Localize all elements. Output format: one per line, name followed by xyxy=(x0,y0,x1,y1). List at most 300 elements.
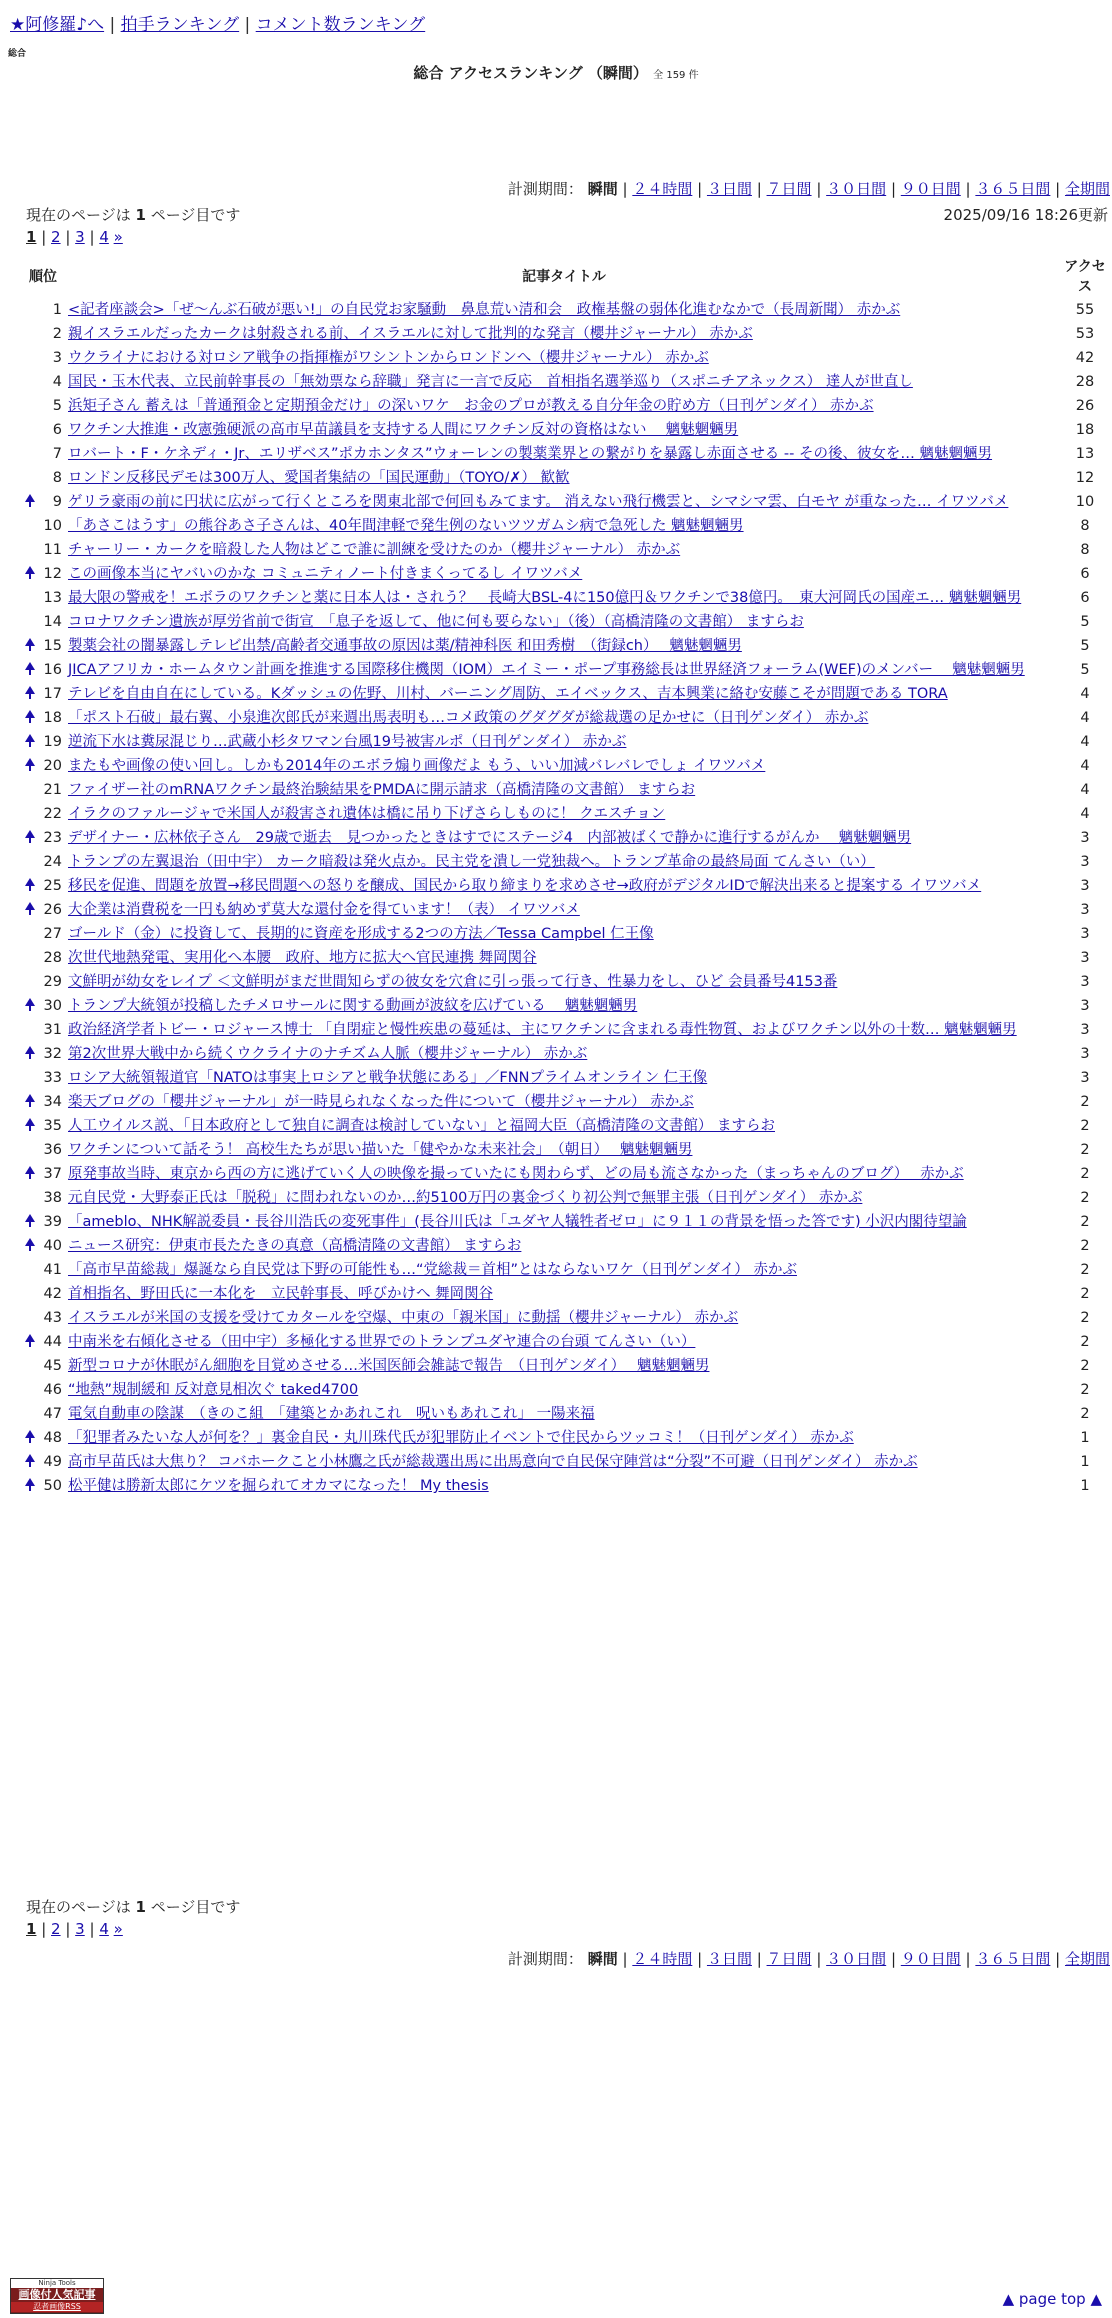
table-row xyxy=(20,322,1108,346)
rank-up-arrow-icon xyxy=(25,1478,35,1486)
access-count: 2 xyxy=(1080,1238,1090,1254)
article-title-link[interactable]: 文鮮明が幼女をレイプ ＜文鮮明がまだ世間知らずの彼女を穴倉に引っ張って行き、性暴力をし、ひど 会員番号4153番 xyxy=(68,974,838,990)
article-title-link[interactable]: 製薬会社の闇暴露しテレビ出禁/高齢者交通事故の原因は薬/精神科医 和田秀樹 （街録ch） 魑魅魍魎男 xyxy=(68,638,742,654)
article-title-link[interactable]: ゲリラ豪雨の前に円状に広がって行くところを関東北部で何回もみてます。 消えない飛行機雲と、シマシマ雲、白モヤ が重なった… イワツバメ xyxy=(68,494,1009,510)
article-title-cell xyxy=(66,850,1062,874)
article-title-link[interactable]: ファイザー社のmRNAワクチン最終治験結果をPMDAに開示請求（高橋清隆の文書館） ますらお xyxy=(68,782,696,798)
rank-change-cell xyxy=(20,970,40,994)
article-title-link[interactable]: またもや画像の使い回し。しかも2014年のエボラ煽り画像だよ もう、いい加減バレバレでしょ イワツバメ xyxy=(68,758,766,774)
rank-change-cell xyxy=(20,538,40,562)
rank-up-arrow-icon xyxy=(25,638,35,646)
rank-number: 32 xyxy=(43,1046,62,1062)
article-title-cell xyxy=(66,610,1062,634)
rank-change-cell xyxy=(20,1378,40,1402)
total-count: 全 159 件 xyxy=(653,70,699,81)
article-title-link[interactable]: イスラエルが米国の支援を受けてカタールを空爆、中東の「親米国」に動揺（櫻井ジャーナル） 赤かぶ xyxy=(68,1310,739,1326)
ninja-badge[interactable] xyxy=(10,2278,104,2314)
rank-change-cell xyxy=(20,442,40,466)
article-title-link[interactable]: 親イスラエルだったカークは射殺される前、イスラエルに対して批判的な発言（櫻井ジャーナル） 赤かぶ xyxy=(68,326,753,342)
period-selector-bottom: 計測期間： 瞬間 | ２４時間 | ３日間 | ７日間 | ３０日間 | ９０日間 | ３６５日間 | 全期間 xyxy=(507,1950,1110,1968)
access-count: 4 xyxy=(1080,758,1090,774)
article-title-link[interactable]: 「犯罪者みたいな人が何を？」裏金自民・丸川珠代氏が犯罪防止イベントで住民からツッコミ！（日刊ゲンダイ） 赤かぶ xyxy=(68,1430,854,1446)
table-row xyxy=(20,562,1108,586)
access-count: 4 xyxy=(1080,686,1090,702)
rank-change-cell xyxy=(20,1426,40,1450)
rank-number: 25 xyxy=(43,878,62,894)
nav-separator: | xyxy=(244,15,251,35)
rank-up-arrow-icon xyxy=(25,662,35,670)
home-link[interactable]: ★阿修羅♪へ xyxy=(10,15,105,35)
access-count: 3 xyxy=(1080,926,1090,942)
nav-separator: | xyxy=(109,15,116,35)
rank-number: 15 xyxy=(43,638,62,654)
access-count: 2 xyxy=(1080,1358,1090,1374)
period-90d[interactable]: ９０日間 xyxy=(900,1950,961,1968)
updated-timestamp: 2025/09/16 18:26更新 xyxy=(943,206,1108,224)
rank-number: 26 xyxy=(43,902,62,918)
article-title-link[interactable]: ニュース研究：伊東市長たたきの真意（高橋清隆の文書館） ますらお xyxy=(68,1238,522,1254)
rank-number: 40 xyxy=(43,1238,62,1254)
table-row xyxy=(20,682,1108,706)
table-row xyxy=(20,802,1108,826)
article-title-cell xyxy=(66,682,1062,706)
pager-page-4[interactable]: 4 xyxy=(99,228,109,246)
rank-up-arrow-icon xyxy=(25,830,35,838)
table-row xyxy=(20,1426,1108,1450)
rank-number: 1 xyxy=(52,302,62,318)
rank-change-cell xyxy=(20,802,40,826)
rank-change-cell xyxy=(20,514,40,538)
ranking-body xyxy=(20,298,1108,1498)
article-title-cell xyxy=(66,1258,1062,1282)
rank-change-cell xyxy=(20,322,40,346)
access-count: 2 xyxy=(1080,1094,1090,1110)
rank-number: 37 xyxy=(43,1166,62,1182)
rank-change-cell xyxy=(20,898,40,922)
rank-change-cell xyxy=(20,1474,40,1498)
table-row xyxy=(20,826,1108,850)
rank-number: 14 xyxy=(43,614,62,630)
article-title-cell xyxy=(66,1306,1062,1330)
article-title-link[interactable]: “地熱”規制緩和 反対意見相次ぐ taked4700 xyxy=(68,1382,359,1398)
page-info-suffix: ページ目です xyxy=(150,206,241,224)
table-row xyxy=(20,1234,1108,1258)
article-title-link[interactable]: 大企業は消費税を一円も納めず莫大な還付金を得ています！（表） イワツバメ xyxy=(68,902,580,918)
period-90d[interactable]: ９０日間 xyxy=(900,180,961,198)
pager-page-2[interactable]: 2 xyxy=(51,1920,61,1938)
page-info-prefix: 現在のページは xyxy=(26,206,131,224)
rank-up-arrow-icon xyxy=(25,1046,35,1054)
rank-number: 47 xyxy=(43,1406,62,1422)
access-count: 8 xyxy=(1080,542,1090,558)
access-count: 2 xyxy=(1080,1142,1090,1158)
rank-change-cell xyxy=(20,1354,40,1378)
article-title-link[interactable]: イラクのファルージャで米国人が殺害され遺体は橋に吊り下げさらしものに！ クエスチョン xyxy=(68,806,666,822)
rank-change-cell xyxy=(20,946,40,970)
article-title-cell xyxy=(66,898,1062,922)
article-title-cell xyxy=(66,970,1062,994)
access-count: 3 xyxy=(1080,998,1090,1014)
period-3d[interactable]: ３日間 xyxy=(706,180,752,198)
article-title-link[interactable]: 逆流下水は糞尿混じり…武蔵小杉タワマン台風19号被害ルポ（日刊ゲンダイ） 赤かぶ xyxy=(68,734,627,750)
article-title-link[interactable]: 次世代地熱発電、実用化へ本腰 政府、地方に拡大へ官民連携 舞岡関谷 xyxy=(68,950,537,966)
article-title-cell xyxy=(66,778,1062,802)
rank-number: 38 xyxy=(43,1190,62,1206)
table-row xyxy=(20,754,1108,778)
rank-number: 9 xyxy=(52,494,62,510)
rank-change-cell xyxy=(20,874,40,898)
table-row xyxy=(20,1138,1108,1162)
article-title-link[interactable]: ロバート・F・ケネディ・Jr、エリザベス”ポカホンタス”ウォーレンの製薬業界との繋がりを暴露し赤面させる -- その後、彼女を… 魑魅魍魎男 xyxy=(68,446,993,462)
rank-number: 27 xyxy=(43,926,62,942)
article-title-cell xyxy=(66,1042,1062,1066)
table-row xyxy=(20,1306,1108,1330)
table-row xyxy=(20,370,1108,394)
title-header: 記事タイトル xyxy=(522,269,606,285)
article-title-cell xyxy=(66,706,1062,730)
access-count: 2 xyxy=(1080,1166,1090,1182)
rank-change-cell xyxy=(20,706,40,730)
access-count: 2 xyxy=(1080,1214,1090,1230)
article-title-cell xyxy=(66,1234,1062,1258)
access-count: 18 xyxy=(1075,422,1095,438)
article-title-link[interactable]: 移民を促進、問題を放置→移民問題への怒りを醸成、国民から取り締まりを求めさせ→政府がデジタルIDで解決出来ると提案する イワツバメ xyxy=(68,878,982,894)
rank-number: 3 xyxy=(52,350,62,366)
rank-up-arrow-icon xyxy=(25,1166,35,1174)
current-page-info xyxy=(26,204,240,225)
article-title-link[interactable]: 最大限の警戒を！エボラのワクチンと薬に日本人は・されう？ 長崎大BSL-4に150億円＆ワクチンで38億円。 東大河岡氏の国産エ… 魑魅魍魎男 xyxy=(68,590,1022,606)
rank-up-arrow-icon xyxy=(25,1214,35,1222)
rank-up-arrow-icon xyxy=(25,566,35,574)
rank-change-cell xyxy=(20,1450,40,1474)
article-title-link[interactable]: テレビを自由自在にしている。Kダッシュの佐野、川村、バーニング周防、エイベックス、吉本興業に絡む安藤こそが問題である TORA xyxy=(68,686,948,702)
access-count: 2 xyxy=(1080,1190,1090,1206)
article-title-cell xyxy=(66,1138,1062,1162)
rank-number: 48 xyxy=(43,1430,62,1446)
rank-number: 34 xyxy=(43,1094,62,1110)
pager-bottom: 1 | 2 | 3 | 4 » xyxy=(26,1920,123,1938)
article-title-cell xyxy=(66,1282,1062,1306)
page-top-link[interactable]: ▲ page top ▲ xyxy=(1002,2290,1102,2308)
access-count: 1 xyxy=(1080,1454,1090,1470)
rank-change-cell xyxy=(20,610,40,634)
article-title-link[interactable]: 人工ウイルス説、「日本政府として独自に調査は検討していない」と福岡大臣（高橋清隆の文書館） ますらお xyxy=(68,1118,775,1134)
period-24h[interactable]: ２４時間 xyxy=(632,1950,693,1968)
article-title-link[interactable]: 第2次世界大戦中から続くウクライナのナチズム人脈（櫻井ジャーナル） 赤かぶ xyxy=(68,1046,588,1062)
article-title-cell xyxy=(66,1426,1062,1450)
table-row xyxy=(20,1042,1108,1066)
table-row xyxy=(20,1162,1108,1186)
rank-number: 43 xyxy=(43,1310,62,1326)
access-count: 42 xyxy=(1075,350,1095,366)
article-title-link[interactable]: 「ポスト石破」最右翼、小泉進次郎氏が来週出馬表明も…コメ政策のグダグダが総裁選の足かせに（日刊ゲンダイ） 赤かぶ xyxy=(68,710,869,726)
table-row xyxy=(20,346,1108,370)
access-count: 2 xyxy=(1080,1262,1090,1278)
article-title-link[interactable]: 中南米を右傾化させる（田中宇）多極化する世界でのトランプユダヤ連合の台頭 てんさい（い） xyxy=(68,1334,696,1350)
rank-number: 23 xyxy=(43,830,62,846)
clap-ranking-link[interactable]: 拍手ランキング xyxy=(120,15,240,35)
access-count: 2 xyxy=(1080,1286,1090,1302)
article-title-cell xyxy=(66,730,1062,754)
article-title-link[interactable]: 首相指名、野田氏に一本化を 立民幹事長、呼びかけへ 舞岡関谷 xyxy=(68,1286,494,1302)
article-title-cell xyxy=(66,874,1062,898)
table-row xyxy=(20,1402,1108,1426)
article-title-link[interactable]: 政治経済学者トビー・ロジャース博士 「自閉症と慢性疾患の蔓延は、主にワクチンに含まれる毒性物質、およびワクチン以外の十数… 魑魅魍魎男 xyxy=(68,1022,1017,1038)
rank-change-cell xyxy=(20,922,40,946)
table-row xyxy=(20,874,1108,898)
article-title-cell xyxy=(66,586,1062,610)
table-row xyxy=(20,490,1108,514)
access-count: 3 xyxy=(1080,902,1090,918)
rank-up-arrow-icon xyxy=(25,710,35,718)
rank-change-cell xyxy=(20,1018,40,1042)
badge-line2: 画像付人気記事 xyxy=(18,2288,96,2301)
table-row xyxy=(20,658,1108,682)
article-title-link[interactable]: デザイナー・広林依子さん 29歳で逝去 見つかったときはすでにステージ4 内部被ばくで静かに進行するがんか 魑魅魍魎男 xyxy=(68,830,912,846)
article-title-link[interactable]: 楽天ブログの「櫻井ジャーナル」が一時見られなくなった件について（櫻井ジャーナル） 赤かぶ xyxy=(68,1094,694,1110)
article-title-link[interactable]: 高市早苗氏は大焦り？ コバホークこと小林鷹之氏が総裁選出馬に出馬意向で自民保守陣営は“分裂”不可避（日刊ゲンダイ） 赤かぶ xyxy=(68,1454,918,1470)
article-title-cell xyxy=(66,1450,1062,1474)
period-7d[interactable]: ７日間 xyxy=(766,180,812,198)
article-title-link[interactable]: トランプの左翼退治（田中宇） カーク暗殺は発火点か。民主党を潰し一党独裁へ。トランプ革命の最終局面 てんさい（い） xyxy=(68,854,875,870)
table-header xyxy=(20,254,1108,298)
rank-number: 7 xyxy=(52,446,62,462)
article-title-cell xyxy=(66,322,1062,346)
article-title-link[interactable]: ウクライナにおける対ロシア戦争の指揮権がワシントンからロンドンへ（櫻井ジャーナル） 赤かぶ xyxy=(68,350,709,366)
rank-change-cell xyxy=(20,346,40,370)
period-30d[interactable]: ３０日間 xyxy=(826,1950,887,1968)
table-row xyxy=(20,730,1108,754)
rank-number: 49 xyxy=(43,1454,62,1470)
access-count: 3 xyxy=(1080,830,1090,846)
ranking-table xyxy=(20,254,1108,1498)
access-count: 2 xyxy=(1080,1118,1090,1134)
article-title-link[interactable]: コロナワクチン遺族が厚労省前で街宣 「息子を返して、他に何も要らない」（後）（高橋清隆の文書館） ますらお xyxy=(68,614,804,630)
table-row xyxy=(20,634,1108,658)
period-7d[interactable]: ７日間 xyxy=(766,1950,812,1968)
access-count: 3 xyxy=(1080,1022,1090,1038)
article-title-link[interactable]: 浜矩子さん 蓄えは「普通預金と定期預金だけ」の深いワケ お金のプロが教える自分年金の貯め方（日刊ゲンダイ） 赤かぶ xyxy=(68,398,874,414)
article-title-cell xyxy=(66,1210,1062,1234)
rank-number: 31 xyxy=(43,1022,62,1038)
table-row xyxy=(20,1450,1108,1474)
access-count: 5 xyxy=(1080,614,1090,630)
pager-top: 1 | 2 | 3 | 4 » xyxy=(26,228,123,246)
access-count: 2 xyxy=(1080,1406,1090,1422)
rank-change-cell xyxy=(20,490,40,514)
rank-change-cell xyxy=(20,658,40,682)
rank-up-arrow-icon xyxy=(25,758,35,766)
article-title-link[interactable]: ロシア大統領報道官「NATOは事実上ロシアと戦争状態にある」／FNNプライムオンライン 仁王像 xyxy=(68,1070,708,1086)
article-title-cell xyxy=(66,562,1062,586)
rank-up-arrow-icon xyxy=(25,1454,35,1462)
article-title-link[interactable]: ワクチンについて話そう！ 高校生たちが思い描いた「健やかな未来社会」 （朝日） 魑魅魍魎男 xyxy=(68,1142,693,1158)
access-count: 6 xyxy=(1080,566,1090,582)
article-title-cell xyxy=(66,1354,1062,1378)
period-all[interactable]: 全期間 xyxy=(1064,1950,1110,1968)
pager-page-3[interactable]: 3 xyxy=(75,228,85,246)
rank-number: 10 xyxy=(43,518,62,534)
pager-page-4[interactable]: 4 xyxy=(99,1920,109,1938)
table-row xyxy=(20,394,1108,418)
article-title-link[interactable]: 新型コロナが休眠がん細胞を目覚めさせる…米国医師会雑誌で報告 （日刊ゲンダイ） 魑魅魍魎男 xyxy=(68,1358,710,1374)
article-title-link[interactable]: <記者座談会>「ぜ〜んぶ石破が悪い!」の自民党お家騒動 鼻息荒い清和会 政権基盤の弱体化進むなかで（長周新聞） 赤かぶ xyxy=(68,302,901,318)
period-3d[interactable]: ３日間 xyxy=(706,1950,752,1968)
rank-change-cell xyxy=(20,1402,40,1426)
article-title-link[interactable]: ゴールド（金）に投資して、長期的に資産を形成する2つの方法／Tessa Campbel 仁王像 xyxy=(68,926,654,942)
access-count: 53 xyxy=(1075,326,1095,342)
article-title-link[interactable]: 「高市早苗総裁」爆誕なら自民党は下野の可能性も…“党総裁＝首相”とはならないワケ（日刊ゲンダイ） 赤かぶ xyxy=(68,1262,797,1278)
article-title-cell xyxy=(66,466,1062,490)
article-title-link[interactable]: 松平健は勝新太郎にケツを掘られてオカマになった！ My thesis xyxy=(68,1478,489,1494)
access-count: 6 xyxy=(1080,590,1090,606)
table-row xyxy=(20,1378,1108,1402)
access-count: 2 xyxy=(1080,1334,1090,1350)
article-title-cell xyxy=(66,994,1062,1018)
rank-number: 36 xyxy=(43,1142,62,1158)
table-row xyxy=(20,466,1108,490)
rank-number: 42 xyxy=(43,1286,62,1302)
rank-change-cell xyxy=(20,298,40,322)
rank-change-cell xyxy=(20,394,40,418)
article-title-link[interactable]: この画像本当にヤバいのかな コミュニティノート付きまくってるし イワツバメ xyxy=(68,566,583,582)
article-title-link[interactable]: 「ameblo、NHK解説委員・長谷川浩氏の変死事件」(長谷川氏は「ユダヤ人犠牲者ゼロ」に９１１の背景を悟った答です) 小沢内閣待望論 xyxy=(68,1214,967,1230)
period-current: 瞬間 xyxy=(587,180,618,198)
rank-up-arrow-icon xyxy=(25,734,35,742)
rank-number: 19 xyxy=(43,734,62,750)
article-title-cell xyxy=(66,634,1062,658)
article-title-cell xyxy=(66,1474,1062,1498)
period-current: 瞬間 xyxy=(587,1950,618,1968)
rank-number: 35 xyxy=(43,1118,62,1134)
table-row xyxy=(20,1210,1108,1234)
top-navigation xyxy=(10,10,425,35)
period-label: 計測期間： xyxy=(507,180,583,198)
access-count: 4 xyxy=(1080,782,1090,798)
article-title-link[interactable]: 電気自動車の陰謀 （きのこ組 「建築とかあれこれ 呪いもあれこれ」 一陽来福 xyxy=(68,1406,595,1422)
pager-page-2[interactable]: 2 xyxy=(51,228,61,246)
comment-ranking-link[interactable]: コメント数ランキング xyxy=(255,15,426,35)
pager-current: 1 xyxy=(26,1920,37,1938)
rank-number: 4 xyxy=(52,374,62,390)
access-count: 5 xyxy=(1080,638,1090,654)
article-title-cell xyxy=(66,442,1062,466)
article-title-link[interactable]: ワクチン大推進・改憲強硬派の高市早苗議員を支持する人間にワクチン反対の資格はない 魑魅魍魎男 xyxy=(68,422,739,438)
rank-up-arrow-icon xyxy=(25,1118,35,1126)
access-count: 3 xyxy=(1080,974,1090,990)
rank-up-arrow-icon xyxy=(25,902,35,910)
period-365d[interactable]: ３６５日間 xyxy=(975,1950,1051,1968)
rank-change-cell xyxy=(20,1162,40,1186)
rank-number: 20 xyxy=(43,758,62,774)
table-row xyxy=(20,1474,1108,1498)
rank-number: 2 xyxy=(52,326,62,342)
rank-number: 39 xyxy=(43,1214,62,1230)
rank-number: 41 xyxy=(43,1262,62,1278)
access-count: 12 xyxy=(1075,470,1095,486)
rank-change-cell xyxy=(20,730,40,754)
access-count: 1 xyxy=(1080,1430,1090,1446)
article-title-link[interactable]: チャーリー・カークを暗殺した人物はどこで誰に訓練を受けたのか（櫻井ジャーナル） 赤かぶ xyxy=(68,542,681,558)
rank-number: 30 xyxy=(43,998,62,1014)
article-title-link[interactable]: トランプ大統領が投稿したチメロサールに関する動画が波紋を広げている 魑魅魍魎男 xyxy=(68,998,638,1014)
access-count: 28 xyxy=(1075,374,1095,390)
rank-change-cell xyxy=(20,778,40,802)
rank-change-cell xyxy=(20,850,40,874)
article-title-cell xyxy=(66,394,1062,418)
period-24h[interactable]: ２４時間 xyxy=(632,180,693,198)
rank-up-arrow-icon xyxy=(25,998,35,1006)
pager-next[interactable]: » xyxy=(113,1920,123,1938)
article-title-cell xyxy=(66,538,1062,562)
rank-change-cell xyxy=(20,754,40,778)
rank-number: 12 xyxy=(43,566,62,582)
rank-change-cell xyxy=(20,682,40,706)
article-title-link[interactable]: 原発事故当時、東京から西の方に逃げていく人の映像を撮っていたにも関わらず、どの局も流さなかった（まっちゃんのブログ） 赤かぶ xyxy=(68,1166,964,1182)
rank-change-cell xyxy=(20,1114,40,1138)
access-count: 5 xyxy=(1080,662,1090,678)
rank-change-cell xyxy=(20,1306,40,1330)
table-row xyxy=(20,1186,1108,1210)
table-row xyxy=(20,1330,1108,1354)
table-row xyxy=(20,970,1108,994)
table-row xyxy=(20,418,1108,442)
table-row xyxy=(20,946,1108,970)
rank-number: 46 xyxy=(43,1382,62,1398)
rank-number: 11 xyxy=(43,542,62,558)
article-title-link[interactable]: 国民・玉木代表、立民前幹事長の「無効票なら辞職」発言に一言で反応 首相指名選挙巡り（スポニチアネックス） 達人が世直し xyxy=(68,374,913,390)
article-title-cell xyxy=(66,1378,1062,1402)
rank-number: 8 xyxy=(52,470,62,486)
article-title-cell xyxy=(66,754,1062,778)
period-label: 計測期間： xyxy=(507,1950,583,1968)
article-title-cell xyxy=(66,658,1062,682)
article-title-link[interactable]: JICAアフリカ・ホームタウン計画を推進する国際移住機関（IOM）エイミー・ポープ事務総長は世界経済フォーラム(WEF)のメンバー 魑魅魍魎男 xyxy=(68,662,1025,678)
table-row xyxy=(20,922,1108,946)
article-title-link[interactable]: 元自民党・大野泰正氏は「脱税」に問われないのか…約5100万円の裏金づくり初公判で無罪主張（日刊ゲンダイ） 赤かぶ xyxy=(68,1190,863,1206)
pager-page-3[interactable]: 3 xyxy=(75,1920,85,1938)
rank-up-arrow-icon xyxy=(25,686,35,694)
rank-number: 44 xyxy=(43,1334,62,1350)
access-count: 3 xyxy=(1080,1046,1090,1062)
rank-up-arrow-icon xyxy=(25,1334,35,1342)
period-365d[interactable]: ３６５日間 xyxy=(975,180,1051,198)
article-title-cell xyxy=(66,802,1062,826)
period-selector-top: 計測期間： 瞬間 | ２４時間 | ３日間 | ７日間 | ３０日間 | ９０日間 | ３６５日間 | 全期間 xyxy=(507,180,1110,198)
access-count: 2 xyxy=(1080,1310,1090,1326)
table-row xyxy=(20,298,1108,322)
period-30d[interactable]: ３０日間 xyxy=(826,180,887,198)
table-row xyxy=(20,442,1108,466)
article-title-link[interactable]: ロンドン反移民デモは300万人、愛国者集結の「国民運動」（TOYO/✗） 歓歓 xyxy=(68,470,570,486)
rank-number: 16 xyxy=(43,662,62,678)
table-row xyxy=(20,1258,1108,1282)
table-row xyxy=(20,1354,1108,1378)
rank-change-cell xyxy=(20,1330,40,1354)
rank-change-cell xyxy=(20,466,40,490)
article-title-link[interactable]: 「あさこはうす」の熊谷あさ子さんは、40年間津軽で発生例のないツツガムシ病で急死した 魑魅魍魎男 xyxy=(68,518,744,534)
period-all[interactable]: 全期間 xyxy=(1064,180,1110,198)
rank-change-cell xyxy=(20,562,40,586)
table-row xyxy=(20,514,1108,538)
rank-up-arrow-icon xyxy=(25,878,35,886)
rank-number: 24 xyxy=(43,854,62,870)
pager-next[interactable]: » xyxy=(113,228,123,246)
article-title-cell xyxy=(66,418,1062,442)
table-row xyxy=(20,1090,1108,1114)
table-row xyxy=(20,1282,1108,1306)
rank-change-cell xyxy=(20,994,40,1018)
